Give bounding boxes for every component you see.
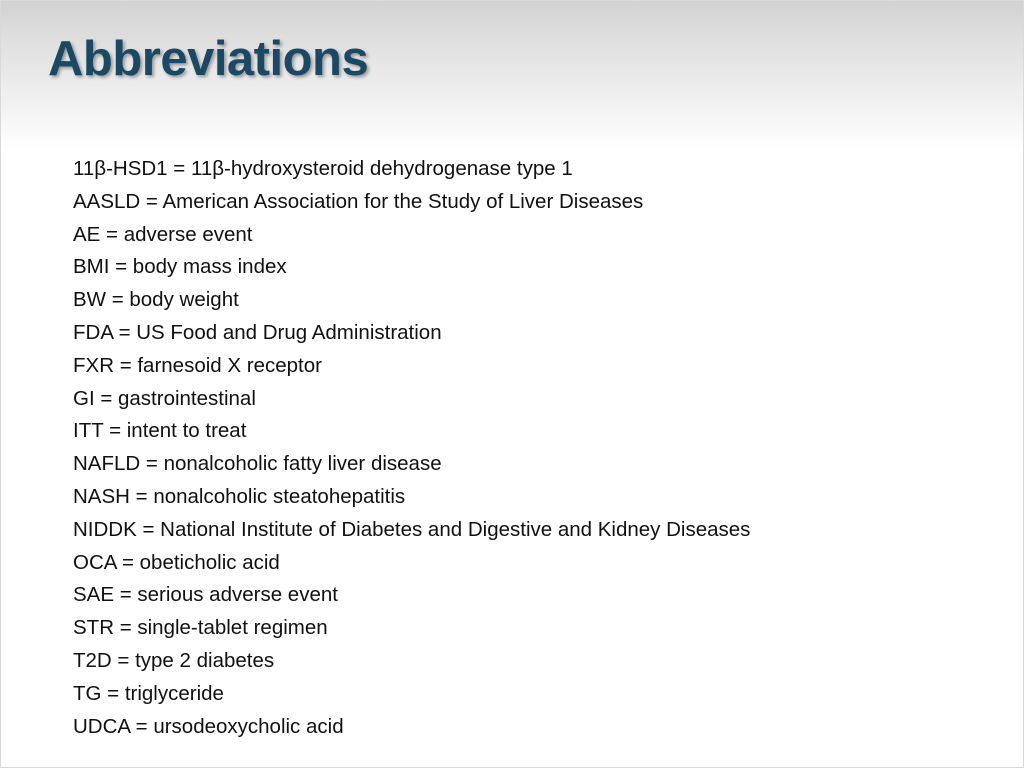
abbreviation-item: AE = adverse event: [73, 222, 253, 246]
abbreviation-item: NASH = nonalcoholic steatohepatitis: [73, 484, 406, 508]
abbreviation-item: 11β-HSD1 = 11β-hydroxysteroid dehydrogenase type 1: [73, 157, 573, 180]
abbreviation-item: STR = single-tablet regimen: [73, 616, 328, 640]
abbreviation-item: UDCA = ursodeoxycholic acid: [73, 714, 344, 738]
abbreviation-item: FXR = farnesoid X receptor: [73, 353, 322, 377]
abbreviation-item: SAE = serious adverse event: [73, 583, 338, 607]
abbreviation-item: OCA = obeticholic acid: [73, 550, 280, 574]
abbreviation-item: GI = gastrointestinal: [73, 386, 256, 410]
abbreviation-item: TG = triglyceride: [73, 681, 224, 705]
abbreviation-item: T2D = type 2 diabetes: [73, 648, 275, 672]
abbreviation-list: [73, 153, 750, 743]
abbreviation-item: FDA = US Food and Drug Administration: [73, 320, 442, 344]
abbreviation-item: ITT = intent to treat: [73, 419, 247, 443]
abbreviation-item: BW = body weight: [73, 288, 239, 312]
slide-title: Abbreviations: [48, 32, 369, 86]
abbreviation-item: BMI = body mass index: [73, 255, 287, 279]
abbreviation-item: NIDDK = National Institute of Diabetes and Digestive and Kidney Diseases: [73, 517, 751, 541]
abbreviation-item: AASLD = American Association for the Study of Liver Diseases: [73, 189, 644, 213]
abbreviation-item: NAFLD = nonalcoholic fatty liver disease: [73, 452, 442, 476]
